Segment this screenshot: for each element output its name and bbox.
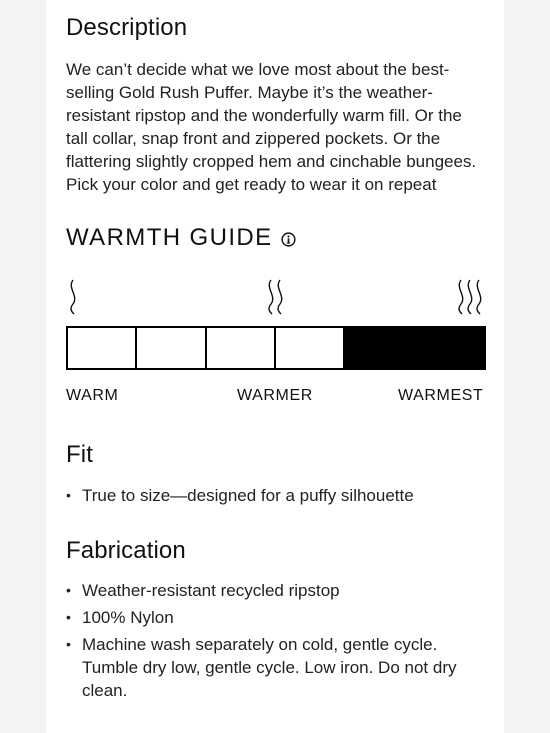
warmer-heat-icon — [264, 278, 288, 316]
warmth-segment-filled — [415, 328, 484, 368]
fabrication-heading: Fabrication — [66, 537, 186, 564]
fit-section — [66, 441, 486, 507]
fit-list — [66, 484, 486, 507]
description-section — [66, 14, 486, 196]
product-details-panel — [46, 0, 504, 733]
warmest-heat-icon — [454, 278, 488, 316]
warmth-guide-title: WARMTH GUIDE — [66, 224, 273, 251]
fabrication-list — [66, 579, 486, 702]
warmer-label: WARMER — [237, 387, 313, 404]
warmth-guide-header — [66, 224, 486, 252]
warmth-segment — [137, 328, 206, 368]
list-item: • True to size—designed for a puffy silhouette — [66, 484, 486, 507]
fit-heading: Fit — [66, 441, 93, 468]
warmth-segment-filled — [345, 328, 414, 368]
info-icon[interactable] — [281, 232, 296, 247]
warmth-segment — [207, 328, 276, 368]
warm-label: WARM — [66, 387, 119, 404]
warmest-label: WARMEST — [398, 387, 484, 404]
warm-heat-icon — [66, 278, 80, 316]
warmth-segment — [68, 328, 137, 368]
list-item: • Machine wash separately on cold, gentle cycle. Tumble dry low, gentle cycle. Low iron. Do not dry clean. — [66, 633, 486, 702]
warmth-bar — [66, 326, 486, 370]
list-item: • Weather-resistant recycled ripstop — [66, 579, 486, 602]
description-text: We can’t decide what we love most about the best-selling Gold Rush Puffer. Maybe it’s the weather-resistant ripstop and the wonderfully warm fill. Or the tall collar, snap front and zippered pockets. Or the flattering slightly cropped hem and cinchable bungees. Pick your color and get ready to wear it on repeat — [66, 60, 477, 194]
warmth-segment — [276, 328, 345, 368]
description-heading: Description — [66, 14, 188, 41]
list-item: • 100% Nylon — [66, 606, 486, 629]
fabrication-section — [66, 537, 486, 702]
